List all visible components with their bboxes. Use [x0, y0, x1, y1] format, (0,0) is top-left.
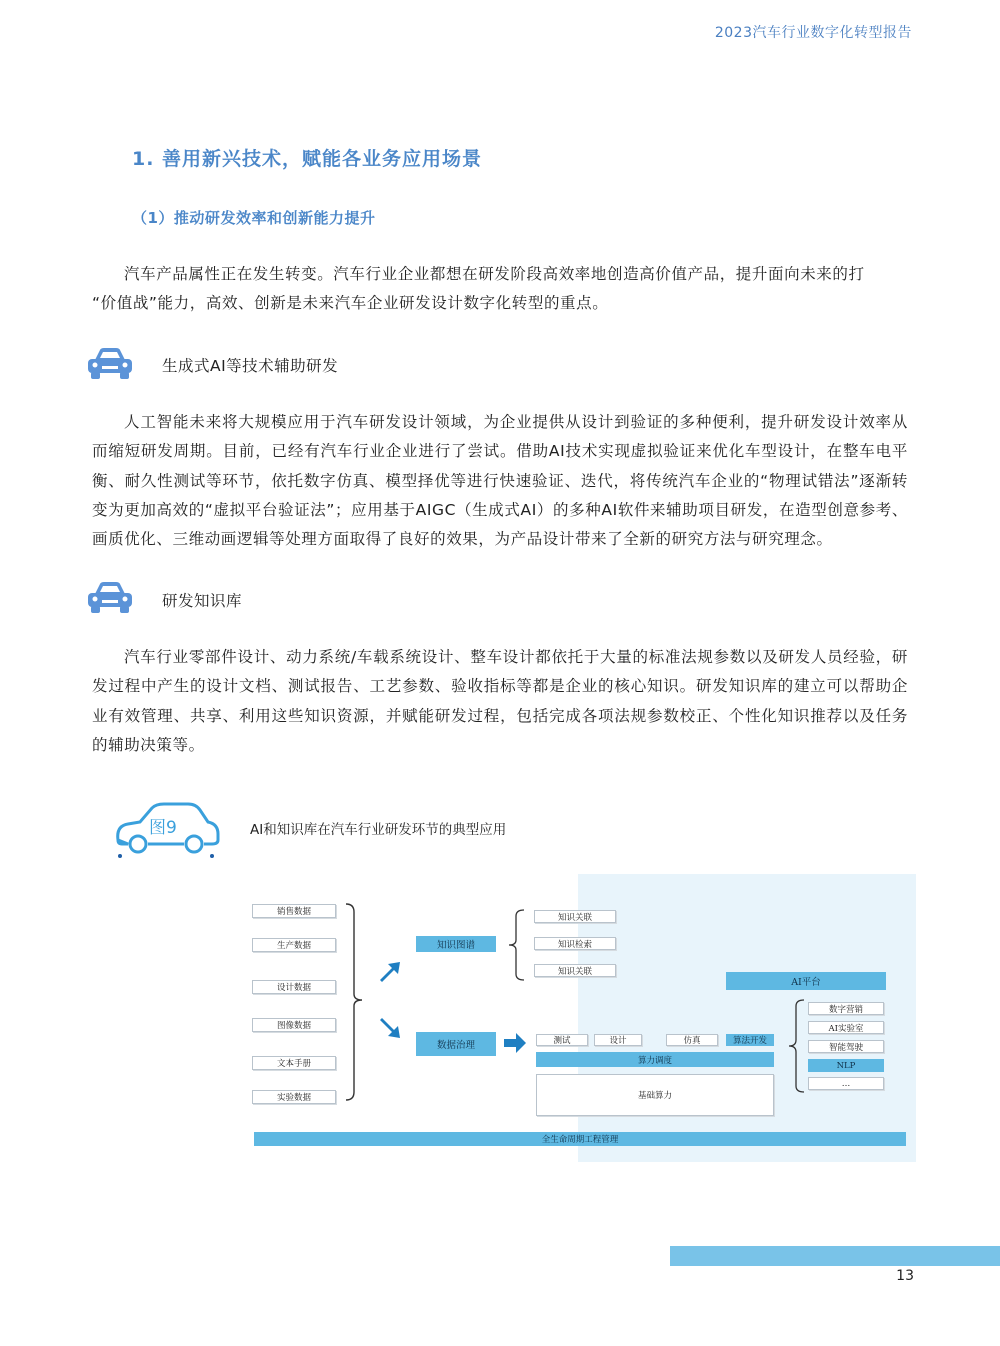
- ai-platform-box: AI平台: [726, 972, 886, 990]
- car-icon: [86, 346, 134, 380]
- input-experiment-data: 实验数据: [252, 1090, 336, 1104]
- intro-line-1: 汽车产品属性正在发生转变。汽车行业企业都想在研发阶段高效率地创造高价值产品，提升面向未来的打: [124, 265, 865, 283]
- arrow-up-right-icon: [378, 960, 402, 982]
- figure-badge: [112, 800, 224, 862]
- section-subheading: （1）推动研发效率和创新能力提升: [132, 209, 376, 227]
- app-algorithm-dev: 算法开发: [726, 1034, 774, 1046]
- kg-item-association-2: 知识关联: [534, 964, 616, 977]
- report-header-title: 2023汽车行业数字化转型报告: [714, 25, 912, 41]
- input-sales-data: 销售数据: [252, 904, 336, 918]
- topic-genai-body: 人工智能未来将大规模应用于汽车研发设计领域，为企业提供从设计到验证的多种便利，提升研发设计效率从而缩短研发周期。目前，已经有汽车行业企业进行了尝试。借助AI技术实现虚拟验证来优化车型设计，在整车电平衡、耐久性测试等环节，依托数字仿真、模型择优等进行快速验证、迭代，将传统汽车企业的“物理试错法”逐渐转变为更加高效的“虚拟平台验证法”；应用基于AIGC（生成式AI）的多种AI软件来辅助项目研发，在造型创意参考、画质优化、三维动画逻辑等处理方面取得了良好的效果，为产品设计带来了全新的研究方法与研究理念。: [92, 413, 908, 549]
- figure-number: 图9: [149, 818, 177, 838]
- ai-item-digital-marketing: 数字营销: [808, 1002, 884, 1015]
- topic-knowledge-base-paragraph: [92, 643, 908, 760]
- ai-item-more: …: [808, 1077, 884, 1090]
- input-bracket: [344, 902, 366, 1102]
- page-number: 13: [896, 1268, 914, 1284]
- intro-paragraph: [92, 260, 908, 319]
- footer-accent-bar: [670, 1246, 1000, 1266]
- topic-genai-title: 生成式AI等技术辅助研发: [162, 357, 339, 375]
- base-compute-box: 基础算力: [536, 1074, 774, 1116]
- car-icon: [86, 580, 134, 614]
- figure-caption: AI和知识库在汽车行业研发环节的典型应用: [250, 822, 507, 838]
- knowledge-graph-box: 知识图谱: [416, 936, 496, 952]
- topic-knowledge-base-body: 汽车行业零部件设计、动力系统/车载系统设计、整车设计都依托于大量的标准法规参数以及研发人员经验，研发过程中产生的设计文档、测试报告、工艺参数、验收指标等都是企业的核心知识。研发知识库的建立可以帮助企业有效管理、共享、利用这些知识资源，并赋能研发过程，包括完成各项法规参数校正、个性化知识推荐以及任务的辅助决策等。: [92, 648, 908, 754]
- section-heading: 1. 善用新兴技术，赋能各业务应用场景: [132, 148, 483, 170]
- app-design: 设计: [594, 1034, 642, 1046]
- arrow-right-icon: [504, 1033, 526, 1053]
- arrow-down-right-icon: [378, 1018, 402, 1040]
- topic-knowledge-base-title: 研发知识库: [162, 592, 243, 610]
- ai-item-autonomous-driving: 智能驾驶: [808, 1040, 884, 1053]
- ai-item-ai-lab: AI实验室: [808, 1021, 884, 1034]
- ai-platform-bracket: [786, 998, 806, 1094]
- ai-knowledge-diagram: [248, 874, 916, 1162]
- app-simulation: 仿真: [666, 1034, 718, 1046]
- data-governance-box: 数据治理: [416, 1032, 496, 1056]
- compute-scheduling-box: 算力调度: [536, 1052, 774, 1067]
- kg-item-association: 知识关联: [534, 910, 616, 923]
- input-image-data: 图像数据: [252, 1018, 336, 1032]
- knowledge-graph-bracket: [506, 908, 526, 982]
- app-testing: 测试: [536, 1034, 588, 1046]
- lifecycle-management-bar: 全生命周期工程管理: [254, 1132, 906, 1146]
- topic-genai-paragraph: [92, 408, 908, 554]
- input-text-manual: 文本手册: [252, 1056, 336, 1070]
- ai-item-nlp: NLP: [808, 1059, 884, 1072]
- intro-line-2: “价值战”能力，高效、创新是未来汽车企业研发设计数字化转型的重点。: [92, 294, 609, 313]
- kg-item-retrieval: 知识检索: [534, 937, 616, 950]
- diagram-platform-background: [578, 874, 916, 1162]
- input-production-data: 生产数据: [252, 938, 336, 952]
- input-design-data: 设计数据: [252, 980, 336, 994]
